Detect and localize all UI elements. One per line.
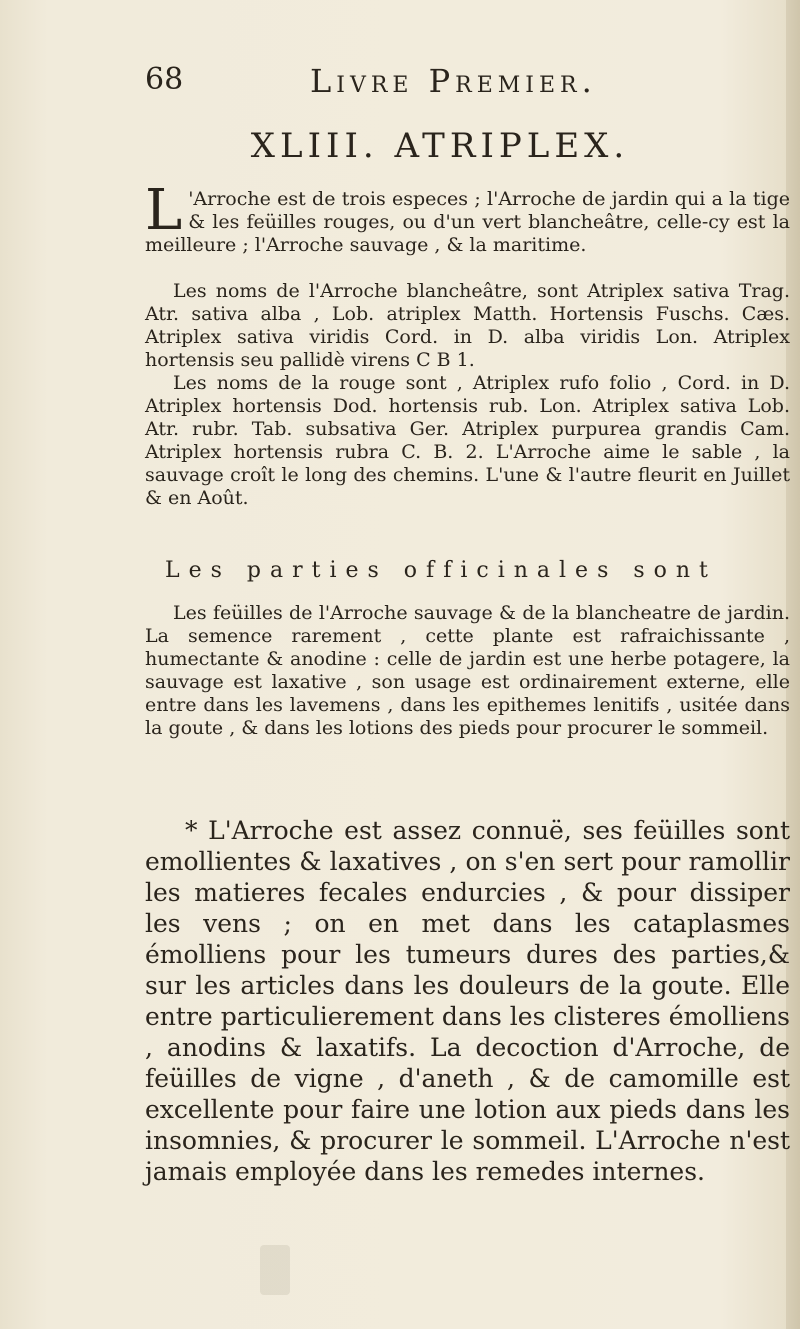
intro-paragraph: [145, 178, 790, 257]
drop-cap: L: [145, 178, 183, 243]
officinal-paragraph: Les feüilles de l'Arroche sauvage & de la blancheatre de jardin. La semence rarement , cette plante est rafraichissante , humectante & anodine : celle de jardin est une herbe potagere, la sauvage est laxative , son usage est ordinairement externe, elle entre dans les lavemens , dans les epithemes lenitifs , usitée dans la goute , & dans les lotions des pieds pour procurer le sommeil.: [145, 602, 790, 739]
names-white-paragraph: Les noms de l'Arroche blancheâtre, sont Atriplex sativa Trag. Atr. sativa alba , Lob. atriplex Matth. Hortensis Fuschs. Cæs. Atriplex sativa viridis Cord. in D. alba viridis Lon. Atriplex hortensis seu pallidè virens C B 1.: [145, 280, 790, 371]
page-number: 68: [145, 62, 184, 97]
chapter-title: XLIII. ATRIPLEX.: [250, 126, 630, 166]
ink-smudge: [260, 1245, 290, 1295]
page-header: [145, 62, 755, 108]
intro-text: 'Arroche est de trois especes ; l'Arroche de jardin qui a la tige & les feüilles rouges, ou d'un vert blancheâtre, celle-cy est la meilleure ; l'Arroche sauvage , & la maritime.: [145, 188, 790, 256]
names-red-paragraph: Les noms de la rouge sont , Atriplex rufo folio , Cord. in D. Atriplex hortensis Dod. hortensis rub. Lon. Atriplex sativa Lob. Atr. rubr. Tab. subsativa Ger. Atriplex purpurea grandis Cam. Atriplex hortensis rubra C. B. 2. L'Arroche aime le sable , la sauvage croît le long des chemins. L'une & l'autre fleurit en Juillet & en Août.: [145, 372, 790, 509]
running-head: Livre Premier.: [310, 62, 597, 100]
section-heading: Les parties officinales sont: [165, 558, 717, 583]
note-paragraph: * L'Arroche est assez connuë, ses feüilles sont emollientes & laxatives , on s'en sert pour ramollir les matieres fecales endurcies , & pour dissiper les vens ; on en met dans les cataplasmes émolliens pour les tumeurs dures des parties,& sur les articles dans les douleurs de la goute. Elle entre particulierement dans les clisteres émolliens , anodins & laxatifs. La decoction d'Arroche, de feüilles de vigne , d'aneth , & de camomille est excellente pour faire une lotion aux pieds dans les insomnies, & procurer le sommeil. L'Arroche n'est jamais employée dans les remedes internes.: [145, 816, 790, 1186]
